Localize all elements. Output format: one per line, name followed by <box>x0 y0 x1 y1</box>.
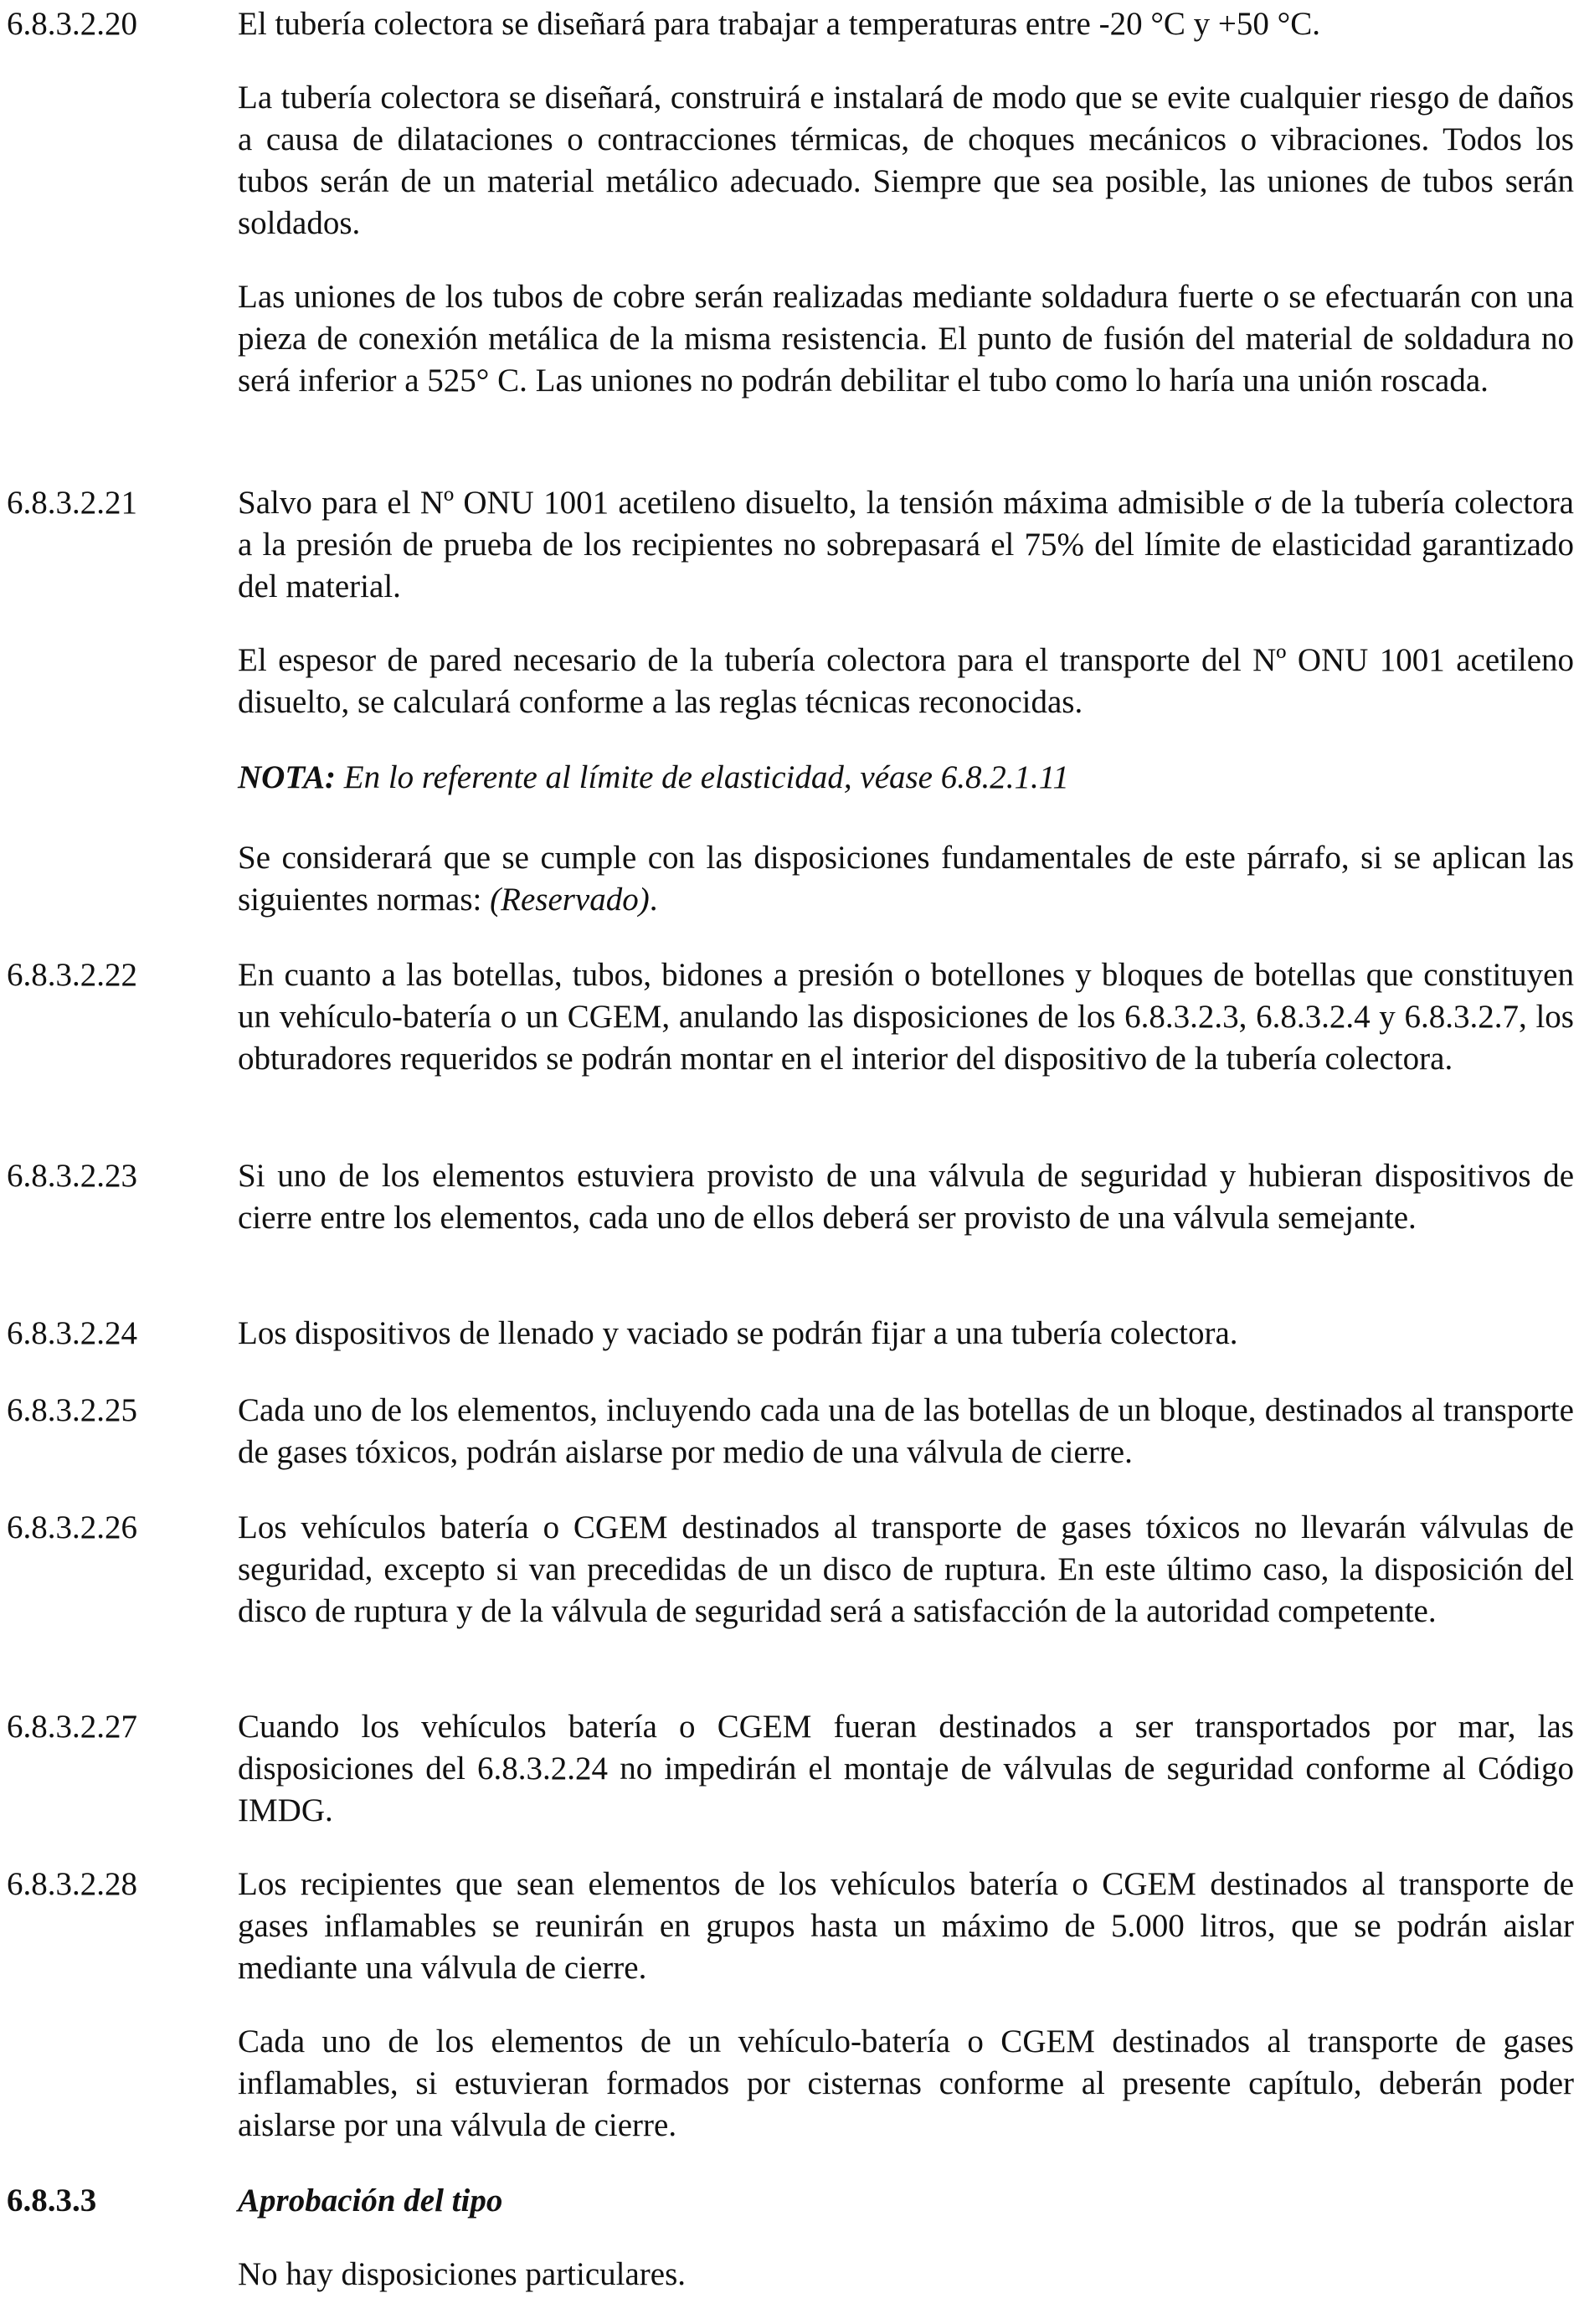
paragraph: Cada uno de los elementos de un vehículo-batería o CGEM destinados al transporte de gases inflamables, si estuvieran formados por cisternas conforme al presente capítulo, deberán poder aislarse por una válvula de cierre. <box>238 2023 1574 2143</box>
section-body <box>238 77 1574 244</box>
section-body <box>238 1313 1574 1355</box>
section-number: 6.8.3.2.26 <box>7 1509 137 1545</box>
section-number: 6.8.3.3 <box>7 2183 97 2219</box>
section-number: 6.8.3.2.20 <box>7 6 137 42</box>
paragraph: Los recipientes que sean elementos de los vehículos batería o CGEM destinados al transporte de gases inflamables se reunirán en grupos hasta un máximo de 5.000 litros, que se podrán aislar mediante una válvula de cierre. <box>238 1866 1574 1986</box>
standards-end: . <box>649 882 658 918</box>
section-number: 6.8.3.2.27 <box>7 1709 137 1745</box>
standards-reserved: (Reservado) <box>490 882 650 918</box>
paragraph: Los dispositivos de llenado y vaciado se podrán fijar a una tubería colectora. <box>238 1315 1238 1351</box>
section-body <box>238 3 1574 45</box>
paragraph: Cuando los vehículos batería o CGEM fueran destinados a ser transportados por mar, las disposiciones del 6.8.3.2.24 no impedirán el montaje de válvulas de seguridad conforme al Código IMDG. <box>238 1709 1574 1828</box>
paragraph: Salvo para el Nº ONU 1001 acetileno disuelto, la tensión máxima admisible σ de la tubería colectora a la presión de prueba de los recipientes no sobrepasará el 75% del límite de elasticidad garantizado del material. <box>238 485 1574 604</box>
section-body <box>238 640 1574 723</box>
heading-text: Aprobación del tipo <box>238 2183 503 2219</box>
section-number: 6.8.3.2.22 <box>7 957 137 993</box>
section-number: 6.8.3.2.23 <box>7 1158 137 1194</box>
section-number: 6.8.3.2.28 <box>7 1866 137 1902</box>
paragraph: En cuanto a las botellas, tubos, bidones a presión o botellones y bloques de botellas que constituyen un vehículo-batería o un CGEM, anulando las disposiciones de los 6.8.3.2.3, 6.8.3.2.4 y 6.8.3.2.7, los obturadores requeridos se podrán montar en el interior del dispositivo de la tubería colectora. <box>238 957 1574 1077</box>
section-body <box>238 1507 1574 1632</box>
section-heading <box>238 2180 1574 2222</box>
paragraph: No hay disposiciones particulares. <box>238 2256 687 2292</box>
note-label: NOTA: <box>238 759 336 795</box>
paragraph: La tubería colectora se diseñará, construirá e instalará de modo que se evite cualquier riesgo de daños a causa de dilataciones o contracciones térmicas, de choques mecánicos o vibraciones. Todos los tubos serán de un material metálico adecuado. Siempre que sea posible, las uniones de tubos serán soldados. <box>238 80 1574 241</box>
note-text: En lo referente al límite de elasticidad, véase 6.8.2.1.11 <box>336 759 1069 795</box>
section-number: 6.8.3.2.24 <box>7 1315 137 1351</box>
paragraph: Si uno de los elementos estuviera provisto de una válvula de seguridad y hubieran dispositivos de cierre entre los elementos, cada uno de ellos deberá ser provisto de una válvula semejante. <box>238 1158 1574 1236</box>
section-number: 6.8.3.2.21 <box>7 485 137 521</box>
paragraph: Cada uno de los elementos, incluyendo cada una de las botellas de un bloque, destinados al transporte de gases tóxicos, podrán aislarse por medio de una válvula de cierre. <box>238 1392 1574 1470</box>
section-body <box>238 954 1574 1080</box>
paragraph: Los vehículos batería o CGEM destinados al transporte de gases tóxicos no llevarán válvulas de seguridad, excepto si van precedidas de un disco de ruptura. En este último caso, la disposición del disco de ruptura y de la válvula de seguridad será a satisfacción de la autoridad competente. <box>238 1509 1574 1629</box>
paragraph: Las uniones de los tubos de cobre serán realizadas mediante soldadura fuerte o se efectuarán con una pieza de conexión metálica de la misma resistencia. El punto de fusión del material de soldadura no será inferior a 525° C. Las uniones no podrán debilitar el tubo como lo haría una unión roscada. <box>238 279 1574 398</box>
paragraph: El espesor de pared necesario de la tubería colectora para el transporte del Nº ONU 1001 acetileno disuelto, se calculará conforme a las reglas técnicas reconocidas. <box>238 642 1574 720</box>
section-number: 6.8.3.2.25 <box>7 1392 137 1428</box>
note <box>238 757 1574 799</box>
paragraph: El tubería colectora se diseñará para trabajar a temperaturas entre -20 °C y +50 °C. <box>238 6 1321 42</box>
section-body <box>238 2021 1574 2147</box>
standards-text: Se considerará que se cumple con las disposiciones fundamentales de este párrafo, si se aplican las siguientes normas: <box>238 840 1574 918</box>
section-body <box>238 276 1574 402</box>
section-body <box>238 2254 1574 2296</box>
section-body <box>238 1155 1574 1239</box>
section-body <box>238 837 1574 921</box>
section-body <box>238 1390 1574 1473</box>
section-body <box>238 1706 1574 1832</box>
section-body <box>238 1864 1574 1989</box>
section-body <box>238 482 1574 608</box>
